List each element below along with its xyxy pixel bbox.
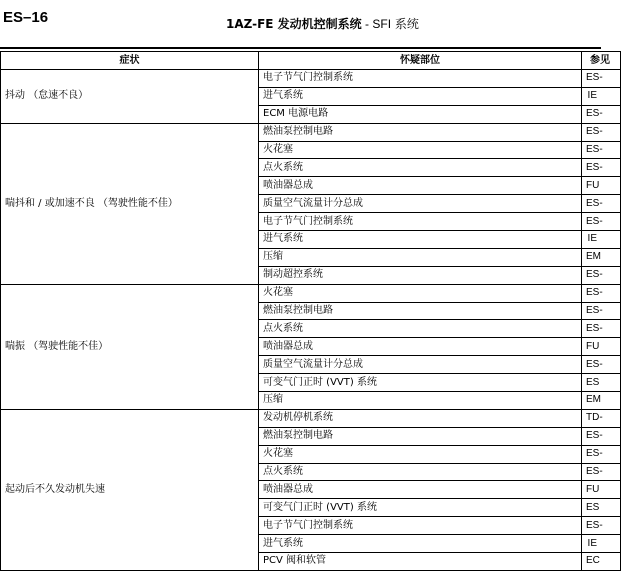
column-header-reference: 参见 — [582, 52, 621, 70]
table-row — [1, 70, 621, 88]
reference-cell: ES- — [582, 302, 621, 320]
reference-cell: ES- — [582, 159, 621, 177]
symptom-cell: 喘振 （驾驶性能不佳） — [1, 284, 259, 409]
reference-cell: ES- — [582, 70, 621, 88]
reference-cell: ES- — [582, 105, 621, 123]
reference-cell: ES — [582, 499, 621, 517]
suspect-area-cell: 进气系统 — [259, 231, 582, 249]
page-title — [226, 15, 419, 32]
reference-cell: FU — [582, 481, 621, 499]
reference-cell: EM — [582, 248, 621, 266]
suspect-area-cell: 发动机停机系统 — [259, 409, 582, 427]
symptom-cell: 抖动 （怠速不良） — [1, 70, 259, 124]
suspect-area-cell: 喷油器总成 — [259, 481, 582, 499]
reference-cell: ES- — [582, 356, 621, 374]
suspect-area-cell: PCV 阀和软管 — [259, 553, 582, 571]
reference-cell: ES- — [582, 213, 621, 231]
title-separator: - — [361, 17, 373, 31]
header-rule — [0, 47, 601, 49]
suspect-area-cell: 电子节气门控制系统 — [259, 213, 582, 231]
suspect-area-cell: 燃油泵控制电路 — [259, 302, 582, 320]
suspect-area-cell: 可变气门正时 (VVT) 系统 — [259, 499, 582, 517]
suspect-area-cell: 火花塞 — [259, 141, 582, 159]
suspect-area-cell: 电子节气门控制系统 — [259, 70, 582, 88]
column-header-symptom: 症状 — [1, 52, 259, 70]
reference-cell: IE — [582, 87, 621, 105]
suspect-area-cell: 压缩 — [259, 392, 582, 410]
suspect-area-cell: 火花塞 — [259, 445, 582, 463]
table-body — [1, 70, 621, 571]
symptom-table — [0, 51, 621, 571]
reference-cell: IE — [582, 535, 621, 553]
table-row — [1, 123, 621, 141]
reference-cell: ES- — [582, 266, 621, 284]
suspect-area-cell: 点火系统 — [259, 463, 582, 481]
reference-cell: FU — [582, 338, 621, 356]
suspect-area-cell: 进气系统 — [259, 87, 582, 105]
reference-cell: ES- — [582, 517, 621, 535]
table-row — [1, 284, 621, 302]
reference-cell: TD- — [582, 409, 621, 427]
title-suffix: 系统 — [391, 17, 419, 31]
suspect-area-cell: 点火系统 — [259, 320, 582, 338]
suspect-area-cell: 点火系统 — [259, 159, 582, 177]
suspect-area-cell: 进气系统 — [259, 535, 582, 553]
title-main: 1AZ-FE 发动机控制系统 — [226, 17, 362, 31]
page-number: ES–16 — [3, 9, 49, 26]
suspect-area-cell: 质量空气流量计分总成 — [259, 356, 582, 374]
suspect-area-cell: 制动超控系统 — [259, 266, 582, 284]
symptom-cell: 起动后不久发动机失速 — [1, 409, 259, 570]
title-sfi: SFI — [372, 17, 392, 31]
suspect-area-cell: 可变气门正时 (VVT) 系统 — [259, 374, 582, 392]
suspect-area-cell: 燃油泵控制电路 — [259, 123, 582, 141]
suspect-area-cell: 压缩 — [259, 248, 582, 266]
reference-cell: ES- — [582, 320, 621, 338]
reference-cell: FU — [582, 177, 621, 195]
table-header-row — [1, 52, 621, 70]
reference-cell: ES — [582, 374, 621, 392]
suspect-area-cell: 喷油器总成 — [259, 338, 582, 356]
suspect-area-cell: ECM 电源电路 — [259, 105, 582, 123]
suspect-area-cell: 燃油泵控制电路 — [259, 427, 582, 445]
suspect-area-cell: 火花塞 — [259, 284, 582, 302]
reference-cell: ES- — [582, 195, 621, 213]
suspect-area-cell: 质量空气流量计分总成 — [259, 195, 582, 213]
reference-cell: ES- — [582, 463, 621, 481]
column-header-suspect-area: 怀疑部位 — [259, 52, 582, 70]
reference-cell: EM — [582, 392, 621, 410]
reference-cell: IE — [582, 231, 621, 249]
suspect-area-cell: 喷油器总成 — [259, 177, 582, 195]
reference-cell: EC — [582, 553, 621, 571]
reference-cell: ES- — [582, 141, 621, 159]
symptom-cell: 喘抖和 / 或加速不良 （驾驶性能不佳） — [1, 123, 259, 284]
suspect-area-cell: 电子节气门控制系统 — [259, 517, 582, 535]
reference-cell: ES- — [582, 427, 621, 445]
reference-cell: ES- — [582, 445, 621, 463]
table-row — [1, 409, 621, 427]
reference-cell: ES- — [582, 123, 621, 141]
reference-cell: ES- — [582, 284, 621, 302]
